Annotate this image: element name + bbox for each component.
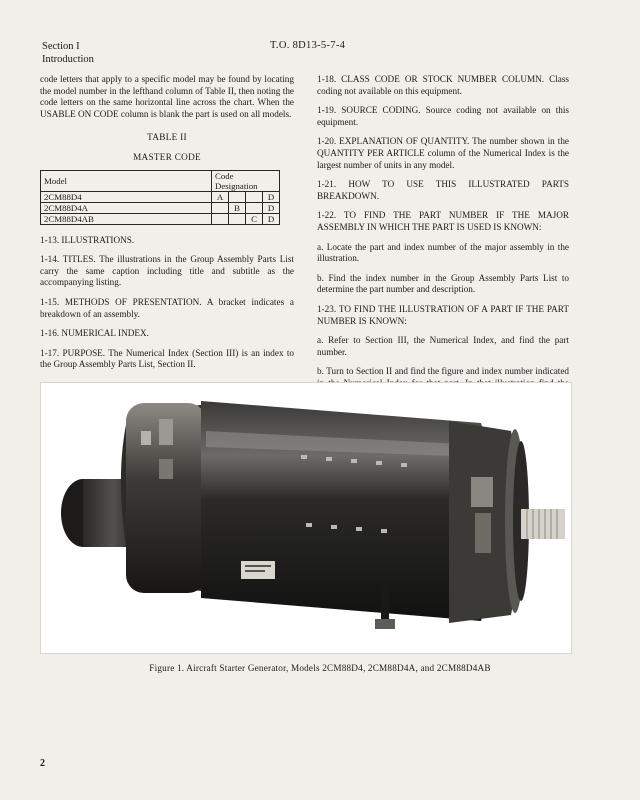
starter-generator-photo bbox=[40, 382, 572, 654]
master-code-table bbox=[40, 170, 280, 225]
page-number: 2 bbox=[40, 758, 45, 769]
model-cell: 2CM88D4AB bbox=[41, 213, 212, 224]
figure-caption: Figure 1. Aircraft Starter Generator, Models 2CM88D4, 2CM88D4A, and 2CM88D4AB bbox=[149, 663, 491, 673]
paragraph-1-20: 1-20. EXPLANATION OF QUANTITY. The number shown in the QUANTITY PER ARTICLE column of the Numerical Index is the largest number of units in any model. bbox=[317, 136, 569, 170]
model-cell: 2CM88D4 bbox=[41, 191, 212, 202]
table-row bbox=[41, 191, 280, 202]
code-cell: D bbox=[263, 191, 280, 202]
paragraph-1-22: 1-22. TO FIND THE PART NUMBER IF THE MAJOR ASSEMBLY IN WHICH THE PART IS USED IS KNOWN: bbox=[317, 210, 569, 232]
table-header-row bbox=[41, 170, 280, 191]
code-cell bbox=[246, 191, 263, 202]
model-cell: 2CM88D4A bbox=[41, 202, 212, 213]
paragraph-1-18: 1-18. CLASS CODE OR STOCK NUMBER COLUMN. Class coding not available on this equipment. bbox=[317, 74, 569, 96]
model-header: Model bbox=[41, 170, 212, 191]
section-header bbox=[42, 40, 94, 66]
paragraph-1-22a: a. Locate the part and index number of the major assembly in the illustration. bbox=[317, 241, 569, 264]
table-row bbox=[41, 213, 280, 224]
code-cell: B bbox=[229, 202, 246, 213]
code-header: Code Designation bbox=[212, 170, 280, 191]
intro-paragraph: code letters that apply to a specific model may be found by locating the model number in the lefthand column of Table II, then noting the code letters on the same horizontal line across the chart. When the USABLE ON CODE column is blank the part is used on all models. bbox=[40, 74, 294, 119]
code-cell bbox=[229, 213, 246, 224]
code-cell: D bbox=[263, 202, 280, 213]
code-cell bbox=[212, 202, 229, 213]
starter-generator-illustration bbox=[41, 383, 571, 653]
code-cell: C bbox=[246, 213, 263, 224]
right-column bbox=[317, 74, 569, 409]
table-subtitle: MASTER CODE bbox=[133, 151, 201, 162]
left-column bbox=[40, 74, 294, 379]
code-cell bbox=[246, 202, 263, 213]
paragraph-1-23: 1-23. TO FIND THE ILLUSTRATION OF A PART IF THE PART NUMBER IS KNOWN: bbox=[317, 303, 569, 326]
subsection-label: Introduction bbox=[42, 54, 94, 65]
paragraph-1-16: 1-16. NUMERICAL INDEX. bbox=[40, 328, 149, 339]
paragraph-1-14: 1-14. TITLES. The illustrations in the Group Assembly Parts List carry the same caption including title and subtitle as the accompanying listing. bbox=[40, 254, 294, 288]
doc-number: T.O. 8D13-5-7-4 bbox=[270, 40, 346, 51]
paragraph-1-15: 1-15. METHODS OF PRESENTATION. A bracket indicates a breakdown of an assembly. bbox=[40, 296, 294, 319]
table-title: TABLE II bbox=[147, 132, 187, 143]
paragraph-1-13: 1-13. ILLUSTRATIONS. bbox=[40, 234, 135, 245]
code-cell: A bbox=[212, 191, 229, 202]
section-label: Section I bbox=[42, 41, 80, 52]
code-cell: D bbox=[263, 213, 280, 224]
paragraph-1-23a: a. Refer to Section III, the Numerical Index, and find the part number. bbox=[317, 335, 569, 357]
code-cell bbox=[212, 213, 229, 224]
paragraph-1-22b: b. Find the index number in the Group Assembly Parts List to determine the part number and description. bbox=[317, 272, 569, 295]
table-row bbox=[41, 202, 280, 213]
paragraph-1-23b: b. Turn to Section II and find the figure and index number indicated bbox=[317, 366, 569, 377]
code-cell bbox=[229, 191, 246, 202]
paragraph-1-17: 1-17. PURPOSE. The Numerical Index (Section III) is an index to the Group Assembly Parts List, Section II. bbox=[40, 347, 294, 370]
paragraph-1-21: 1-21. HOW TO USE THIS ILLUSTRATED PARTS BREAKDOWN. bbox=[317, 179, 569, 201]
paragraph-1-19: 1-19. SOURCE CODING. Source coding not available on this equipment. bbox=[317, 105, 569, 127]
